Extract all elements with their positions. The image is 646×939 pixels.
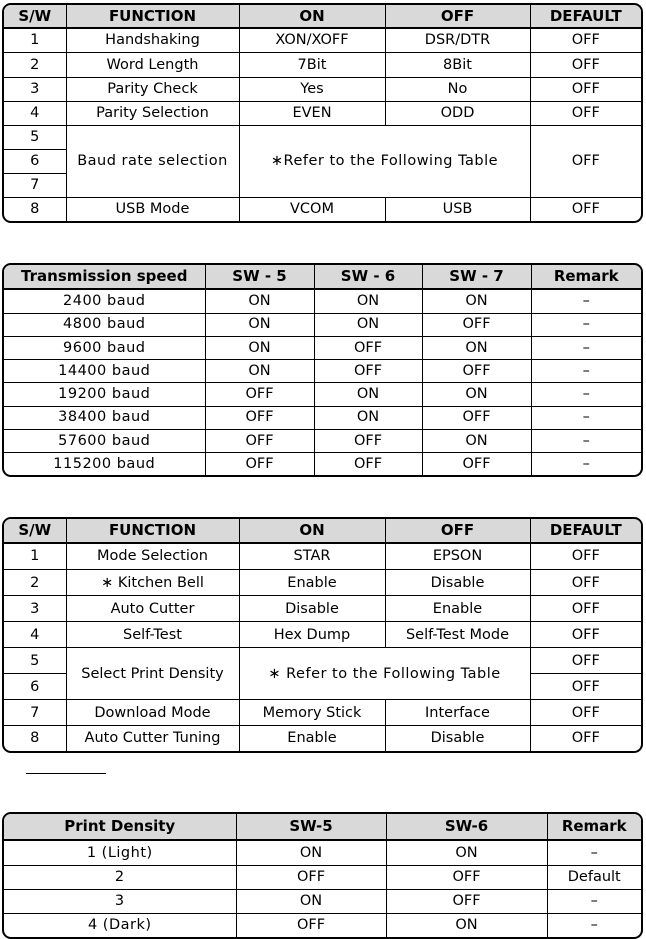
- cell-default: OFF: [530, 543, 641, 570]
- table-row: [4, 700, 641, 726]
- table-row: [4, 125, 641, 149]
- cell-function: Handshaking: [66, 28, 239, 53]
- cell-function: Parity Check: [66, 77, 239, 101]
- cell-sw: 8: [4, 726, 66, 751]
- header-default: DEFAULT: [530, 519, 641, 543]
- cell-sw7: OFF: [422, 360, 531, 383]
- cell-remark: –: [531, 289, 641, 313]
- cell-default: OFF: [530, 596, 641, 622]
- cell-on: XON/XOFF: [239, 28, 385, 53]
- cell-remark: –: [547, 840, 641, 865]
- cell-sw5: OFF: [205, 429, 314, 452]
- header-sw6: SW-6: [386, 814, 547, 840]
- cell-sw5: ON: [205, 360, 314, 383]
- cell-off: Enable: [385, 596, 530, 622]
- cell-off: No: [385, 77, 530, 101]
- cell-off: ODD: [385, 101, 530, 125]
- cell-sw: 1: [4, 28, 66, 53]
- cell-sw6: ON: [314, 313, 422, 336]
- cell-on: Enable: [239, 726, 385, 751]
- cell-function: Select Print Density: [66, 648, 239, 700]
- cell-off: 8Bit: [385, 53, 530, 77]
- cell-speed: 4800 baud: [4, 313, 205, 336]
- cell-remark: –: [531, 453, 641, 476]
- cell-sw6: ON: [386, 840, 547, 865]
- table-row: [4, 383, 641, 406]
- cell-sw6: OFF: [314, 429, 422, 452]
- cell-sw7: OFF: [422, 313, 531, 336]
- cell-speed: 9600 baud: [4, 336, 205, 359]
- header-on: ON: [239, 519, 385, 543]
- header-print-density: Print Density: [4, 814, 236, 840]
- cell-sw: 8: [4, 198, 66, 221]
- table-row: [4, 429, 641, 452]
- cell-remark: –: [531, 360, 641, 383]
- header-off: OFF: [385, 5, 530, 28]
- cell-function: Auto Cutter: [66, 596, 239, 622]
- print-density-table: [2, 812, 643, 939]
- cell-refer-note: ∗ Refer to the Following Table: [239, 648, 530, 700]
- cell-density: 4 (Dark): [4, 914, 236, 937]
- header-off: OFF: [385, 519, 530, 543]
- cell-default: OFF: [530, 28, 641, 53]
- table-row: [4, 570, 641, 596]
- cell-function: Parity Selection: [66, 101, 239, 125]
- cell-default: OFF: [530, 700, 641, 726]
- header-sw: S/W: [4, 5, 66, 28]
- cell-remark: –: [531, 406, 641, 429]
- cell-off: USB: [385, 198, 530, 221]
- cell-on: EVEN: [239, 101, 385, 125]
- cell-on: 7Bit: [239, 53, 385, 77]
- cell-sw7: OFF: [422, 453, 531, 476]
- cell-on: Enable: [239, 570, 385, 596]
- table-row: [4, 406, 641, 429]
- cell-sw: 4: [4, 101, 66, 125]
- cell-sw: 4: [4, 622, 66, 648]
- cell-remark: –: [547, 889, 641, 913]
- cell-on: Disable: [239, 596, 385, 622]
- cell-sw6: ON: [314, 383, 422, 406]
- baud-rate-table: [2, 263, 643, 477]
- cell-sw7: ON: [422, 289, 531, 313]
- cell-sw: 1: [4, 543, 66, 570]
- header-sw6: SW - 6: [314, 265, 422, 289]
- cell-sw5: ON: [236, 889, 386, 913]
- cell-default: OFF: [530, 125, 641, 197]
- header-sw5: SW - 5: [205, 265, 314, 289]
- cell-sw5: ON: [236, 840, 386, 865]
- cell-speed: 115200 baud: [4, 453, 205, 476]
- table-row: [4, 622, 641, 648]
- table-row: [4, 726, 641, 751]
- cell-function: Word Length: [66, 53, 239, 77]
- table-row: [4, 865, 641, 889]
- cell-density: 1 (Light): [4, 840, 236, 865]
- dip-switch-table-2: [2, 517, 643, 753]
- cell-sw5: OFF: [205, 383, 314, 406]
- cell-sw: 5: [4, 648, 66, 674]
- cell-remark: –: [531, 336, 641, 359]
- header-remark: Remark: [547, 814, 641, 840]
- cell-sw5: ON: [205, 336, 314, 359]
- table-row: [4, 596, 641, 622]
- cell-sw7: OFF: [422, 406, 531, 429]
- cell-default: OFF: [530, 570, 641, 596]
- cell-sw: 3: [4, 596, 66, 622]
- cell-speed: 19200 baud: [4, 383, 205, 406]
- cell-off: Disable: [385, 570, 530, 596]
- cell-sw: 2: [4, 53, 66, 77]
- cell-on: Hex Dump: [239, 622, 385, 648]
- table-row: [4, 289, 641, 313]
- cell-default: OFF: [530, 198, 641, 221]
- cell-speed: 2400 baud: [4, 289, 205, 313]
- header-function: FUNCTION: [66, 5, 239, 28]
- cell-remark: –: [547, 914, 641, 937]
- cell-speed: 14400 baud: [4, 360, 205, 383]
- table-row: [4, 101, 641, 125]
- cell-refer-note: ∗Refer to the Following Table: [239, 125, 530, 197]
- cell-off: Disable: [385, 726, 530, 751]
- table-row: [4, 336, 641, 359]
- table-row: [4, 453, 641, 476]
- cell-on: Yes: [239, 77, 385, 101]
- cell-sw: 6: [4, 149, 66, 173]
- cell-sw5: OFF: [236, 865, 386, 889]
- cell-default: OFF: [530, 648, 641, 674]
- table-row: [4, 360, 641, 383]
- cell-remark: Default: [547, 865, 641, 889]
- cell-default: OFF: [530, 77, 641, 101]
- cell-on: VCOM: [239, 198, 385, 221]
- cell-sw5: OFF: [236, 914, 386, 937]
- cell-default: OFF: [530, 622, 641, 648]
- cell-default: OFF: [530, 53, 641, 77]
- cell-function: ∗ Kitchen Bell: [66, 570, 239, 596]
- cell-sw6: ON: [314, 406, 422, 429]
- dip-switch-table-1: [2, 3, 643, 223]
- header-transmission-speed: Transmission speed: [4, 265, 205, 289]
- cell-default: OFF: [530, 726, 641, 751]
- header-sw5: SW-5: [236, 814, 386, 840]
- cell-off: Self-Test Mode: [385, 622, 530, 648]
- cell-off: DSR/DTR: [385, 28, 530, 53]
- header-function: FUNCTION: [66, 519, 239, 543]
- cell-density: 3: [4, 889, 236, 913]
- cell-sw: 3: [4, 77, 66, 101]
- cell-sw6: OFF: [314, 453, 422, 476]
- cell-sw: 2: [4, 570, 66, 596]
- cell-sw7: ON: [422, 429, 531, 452]
- cell-sw7: ON: [422, 383, 531, 406]
- cell-function: Baud rate selection: [66, 125, 239, 197]
- table-row: [4, 543, 641, 570]
- cell-off: EPSON: [385, 543, 530, 570]
- cell-function: Mode Selection: [66, 543, 239, 570]
- cell-sw6: ON: [386, 914, 547, 937]
- cell-sw: 7: [4, 174, 66, 198]
- cell-on: Memory Stick: [239, 700, 385, 726]
- header-sw: S/W: [4, 519, 66, 543]
- cell-sw: 6: [4, 674, 66, 700]
- separator-line: [26, 773, 106, 774]
- cell-sw: 7: [4, 700, 66, 726]
- cell-remark: –: [531, 313, 641, 336]
- cell-density: 2: [4, 865, 236, 889]
- cell-remark: –: [531, 383, 641, 406]
- cell-sw5: ON: [205, 289, 314, 313]
- cell-sw6: OFF: [386, 889, 547, 913]
- cell-sw6: OFF: [386, 865, 547, 889]
- cell-speed: 38400 baud: [4, 406, 205, 429]
- table-row: [4, 648, 641, 674]
- cell-speed: 57600 baud: [4, 429, 205, 452]
- cell-sw6: ON: [314, 289, 422, 313]
- cell-function: Self-Test: [66, 622, 239, 648]
- cell-function: Download Mode: [66, 700, 239, 726]
- cell-sw5: ON: [205, 313, 314, 336]
- header-sw7: SW - 7: [422, 265, 531, 289]
- table-row: [4, 889, 641, 913]
- cell-default: OFF: [530, 674, 641, 700]
- table-row: [4, 28, 641, 53]
- cell-function: Auto Cutter Tuning: [66, 726, 239, 751]
- cell-sw6: OFF: [314, 360, 422, 383]
- table-row: [4, 914, 641, 937]
- header-on: ON: [239, 5, 385, 28]
- header-default: DEFAULT: [530, 5, 641, 28]
- cell-remark: –: [531, 429, 641, 452]
- table-row: [4, 198, 641, 221]
- cell-sw6: OFF: [314, 336, 422, 359]
- table-row: [4, 840, 641, 865]
- table-row: [4, 77, 641, 101]
- header-remark: Remark: [531, 265, 641, 289]
- cell-sw: 5: [4, 125, 66, 149]
- cell-sw7: ON: [422, 336, 531, 359]
- cell-function: USB Mode: [66, 198, 239, 221]
- cell-off: Interface: [385, 700, 530, 726]
- cell-default: OFF: [530, 101, 641, 125]
- cell-on: STAR: [239, 543, 385, 570]
- table-row: [4, 53, 641, 77]
- cell-sw5: OFF: [205, 406, 314, 429]
- table-row: [4, 313, 641, 336]
- cell-sw5: OFF: [205, 453, 314, 476]
